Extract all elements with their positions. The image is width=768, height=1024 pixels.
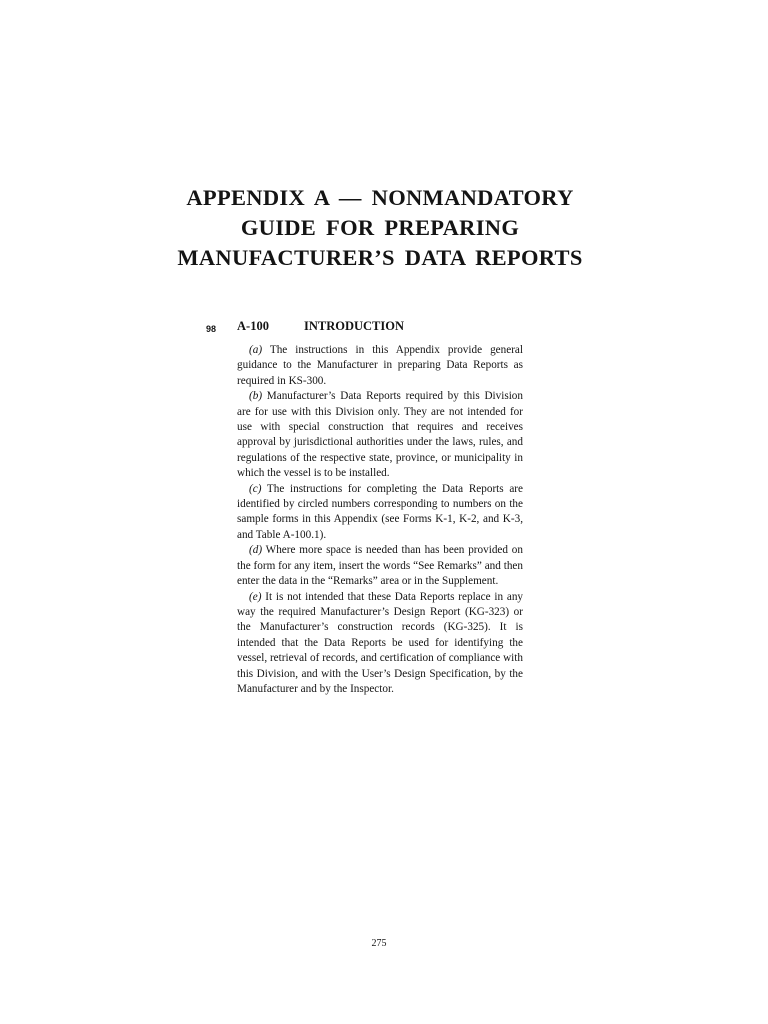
paragraph-marker: (c) [249,482,262,495]
title-line-3: MANUFACTURER’S DATA REPORTS [177,245,583,270]
paragraph-text: The instructions in this Appendix provide general guidance to the Manufacturer in preparing Data Reports as required in KS-300. [237,344,523,387]
section-heading [237,318,404,334]
paragraph-marker: (a) [249,344,263,356]
section-body [237,343,523,697]
revision-mark: 98 [206,324,217,334]
paragraph-marker: (e) [249,590,262,603]
title-line-2: GUIDE FOR PREPARING [240,215,520,240]
paragraph-b [237,389,523,481]
paragraph-d [237,543,523,589]
paragraph-text: It is not intended that these Data Reports replace in any way the required Manufacturer’s Design Report (KG-323) or the Manufacturer’s construction records (KG-325). It is intended that the Data Reports be used for identifying the vessel, retrieval of records, and certification of compliance with this Division, and with the User’s Design Specification, by the Manufacturer and by the Inspector. [237,590,524,695]
section-title: INTRODUCTION [304,319,405,333]
section-number: A-100 [237,319,269,333]
paragraph-a [237,343,523,389]
paragraph-text: Where more space is needed than has been provided on the form for any item, insert the words “See Remarks” and then enter the data in the “Remarks” area or in the Supplement. [237,544,523,588]
title-line-1: APPENDIX A — NONMANDATORY [186,185,574,210]
paragraph-text: Manufacturer’s Data Reports required by this Division are for use with this Division only. They are not intended for use with special construction that requires and receives approval by jurisdictional authorities under the laws, rules, and regulations of the respective state, province, or municipality in which the vessel is to be installed. [237,390,523,480]
paragraph-e [237,590,523,698]
paragraph-marker: (b) [249,390,263,403]
paragraph-text: The instructions for completing the Data Reports are identified by circled numbers corresponding to numbers on the sample forms in this Appendix (see Forms K-1, K-2, and K-3, and Table A-100.1). [237,482,523,541]
paragraph-marker: (d) [249,544,263,557]
appendix-title [150,183,610,273]
paragraph-c [237,482,523,544]
page-number: 275 [371,938,387,949]
